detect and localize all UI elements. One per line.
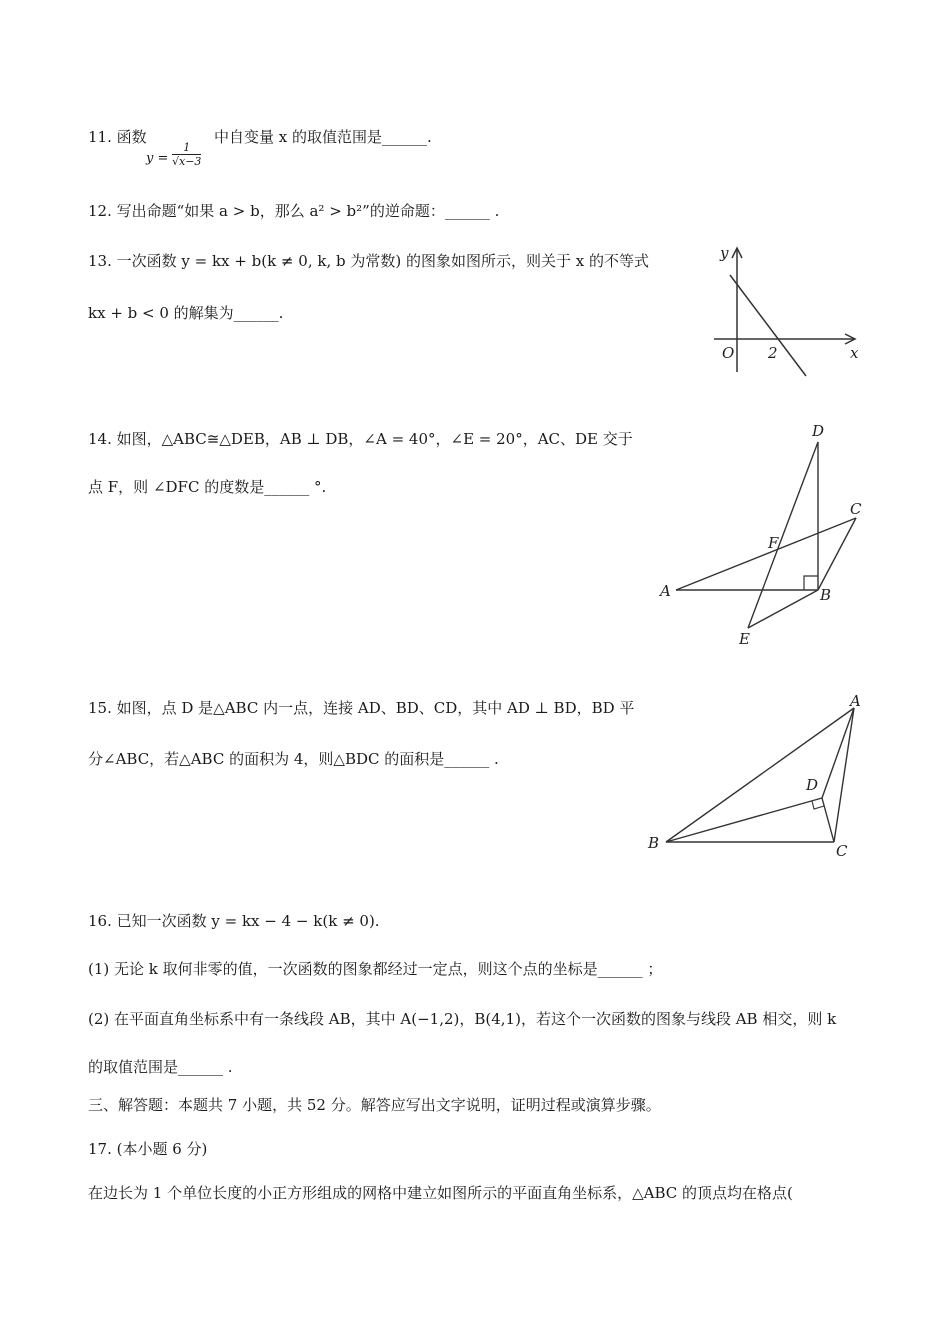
q12-text: 12. 写出命题“如果 a > b，那么 a² > b²”的逆命题：______ .: [88, 202, 500, 220]
q14-label-b: B: [820, 586, 832, 604]
q17-title: 17. (本小题 6 分): [88, 1140, 208, 1158]
q15-line2: 分∠ABC，若△ABC 的面积为 4，则△BDC 的面积是______ .: [88, 750, 499, 768]
q14-segment-eb: [748, 590, 818, 628]
q13-figure: [710, 242, 870, 382]
q14-segment-bc: [818, 518, 856, 590]
q15-segment-ad: [822, 708, 854, 798]
q13-label-o: O: [722, 344, 735, 362]
q11-lhs: y =: [146, 151, 169, 166]
q15-segment-bd: [666, 798, 822, 842]
q13-line1: 13. 一次函数 y = kx + b(k ≠ 0, k, b 为常数) 的图象如图所示，则关于 x 的不等式: [88, 252, 649, 270]
q14-segment-de: [748, 442, 818, 628]
q17-text: 在边长为 1 个单位长度的小正方形组成的网格中建立如图所示的平面直角坐标系，△ABC 的顶点均在格点(: [88, 1184, 793, 1202]
q14-line1: 14. 如图，△ABC≅△DEB，AB ⊥ DB，∠A = 40°，∠E = 20°，AC、DE 交于: [88, 430, 633, 448]
q14-label-d: D: [812, 422, 825, 440]
q15-segment-ab: [666, 708, 854, 842]
q15-figure: [644, 692, 874, 862]
q14-label-f: F: [768, 534, 779, 552]
q16-part2a: (2) 在平面直角坐标系中有一条线段 AB，其中 A(−1,2)，B(4,1)，若这个一次函数的图象与线段 AB 相交，则 k: [88, 1010, 837, 1028]
q13-label-two: 2: [768, 344, 778, 362]
q16-part1: (1) 无论 k 取何非零的值，一次函数的图象都经过一定点，则这个点的坐标是______ ；: [88, 960, 663, 978]
q14-figure: [656, 420, 876, 650]
q16-line1: 16. 已知一次函数 y = kx − 4 − k(k ≠ 0).: [88, 912, 380, 930]
q11-text-a: 11. 函数: [88, 128, 147, 146]
q11-fraction-denominator: √x−3: [172, 155, 202, 168]
q15-right-angle-mark: [812, 801, 824, 809]
q15-line1: 15. 如图，点 D 是△ABC 内一点，连接 AD、BD、CD，其中 AD ⊥ BD，BD 平: [88, 699, 635, 717]
q11-fraction-numerator: 1: [172, 142, 201, 155]
q14-line2: 点 F，则 ∠DFC 的度数是______ °.: [88, 478, 327, 496]
q11-text-b: 中自变量 x 的取值范围是______.: [214, 128, 432, 146]
q15-label-d: D: [806, 776, 819, 794]
q13-line2: kx + b < 0 的解集为______.: [88, 304, 284, 322]
q14-right-angle-mark: [804, 576, 818, 590]
q13-label-y: y: [720, 244, 729, 262]
q14-label-e: E: [739, 630, 750, 648]
q15-label-b: B: [648, 834, 660, 852]
q13-label-x: x: [850, 344, 859, 362]
q14-label-a: A: [660, 582, 671, 600]
q14-label-c: C: [850, 500, 862, 518]
section3-heading: 三、解答题：本题共 7 小题，共 52 分。解答应写出文字说明，证明过程或演算步骤。: [88, 1096, 661, 1114]
q15-label-a: A: [850, 692, 861, 710]
q15-segment-cd: [822, 798, 834, 842]
q15-segment-ac: [834, 708, 854, 842]
q15-label-c: C: [836, 842, 848, 860]
q11-fraction: [172, 142, 201, 168]
q16-part2b: 的取值范围是______ .: [88, 1058, 233, 1076]
